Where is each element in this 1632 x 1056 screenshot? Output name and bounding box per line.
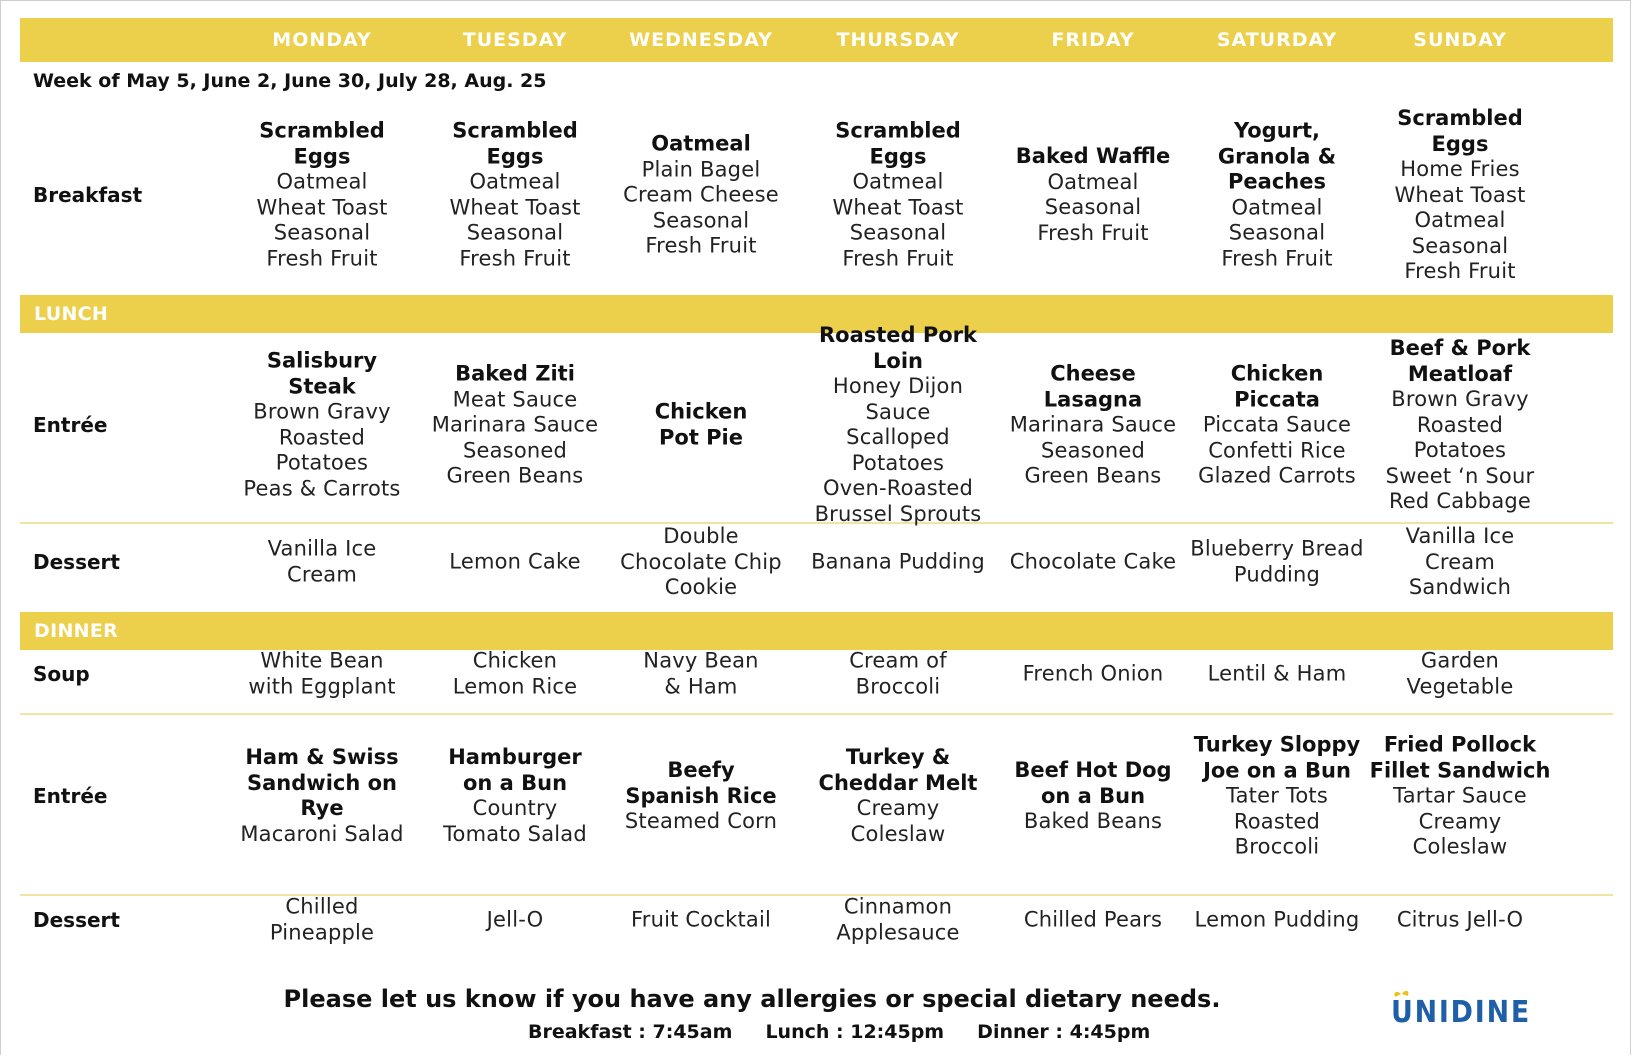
side-item: Cream Cheese	[623, 182, 779, 207]
side-item: Roasted Potatoes	[275, 425, 369, 475]
dish-name: on a Bun	[1040, 783, 1146, 808]
lunch-entree-sunday	[1369, 336, 1551, 515]
side-item: Seasonal	[273, 220, 371, 245]
dish-name: Joe on a Bun	[1203, 757, 1351, 782]
dish-name: Salisbury Steak	[266, 348, 378, 398]
side-item: Oatmeal	[469, 169, 561, 194]
dish-name: Beef Hot Dog	[1014, 757, 1172, 782]
dinner-section-band	[20, 612, 1613, 650]
side-item: Sweet ‘n Sour	[1385, 463, 1535, 488]
side-item: Lemon Pudding	[1194, 907, 1360, 932]
side-item: Wheat Toast	[256, 195, 388, 219]
side-item: with Eggplant	[248, 674, 396, 698]
dinner-dessert-tuesday	[424, 907, 606, 933]
side-item: Piccata Sauce	[1202, 412, 1352, 437]
side-item: Jell-O	[486, 907, 544, 932]
dish-name: Granola &	[1217, 144, 1337, 168]
dinner-dessert-label: Dessert	[33, 908, 120, 932]
side-item: Lentil & Ham	[1207, 661, 1347, 686]
side-item: Wheat Toast	[449, 195, 581, 219]
side-item: French Onion	[1022, 661, 1164, 686]
dinner-entree-saturday	[1186, 732, 1368, 860]
side-item: Meat Sauce	[452, 386, 578, 411]
dinner-entree-wednesday	[610, 758, 792, 835]
side-item: Seasonal	[1411, 233, 1509, 258]
side-item: Garden	[1420, 648, 1500, 673]
side-item: Seasonal	[1044, 195, 1142, 219]
dish-name: Beefy	[667, 757, 735, 782]
day-header-wednesday: WEDNESDAY	[629, 29, 773, 51]
row-divider	[20, 713, 1613, 715]
dinner-soup-sunday	[1369, 649, 1551, 700]
dish-name: Eggs	[486, 144, 544, 168]
side-item: Banana Pudding	[811, 549, 985, 574]
side-item: Steamed Corn	[624, 808, 778, 833]
lunch-dessert-wednesday	[610, 524, 792, 601]
meal-times: Breakfast : 7:45am Lunch : 12:45pm Dinner : 4:45pm	[528, 1021, 1151, 1043]
side-item: Green Beans	[446, 463, 584, 488]
dish-name: Fillet Sandwich	[1369, 757, 1551, 782]
side-item: Oatmeal	[1047, 169, 1139, 194]
dish-name: Hamburger	[448, 745, 582, 769]
side-item: Brussel Sprouts	[814, 501, 982, 526]
dish-name: Cheese Lasagna	[1043, 361, 1143, 411]
side-item: Chocolate Chip	[620, 549, 782, 574]
side-item: Fresh Fruit	[266, 246, 378, 270]
side-item: Fresh Fruit	[1221, 246, 1333, 270]
unidine-logo	[1389, 988, 1539, 1028]
breakfast-saturday	[1186, 119, 1368, 272]
side-item: Seasonal	[466, 220, 564, 245]
svg-text:UNIDINE: UNIDINE	[1391, 995, 1531, 1028]
dinner-entree-monday	[231, 745, 413, 847]
dish-name: Chicken	[654, 399, 748, 424]
lunch-entree-tuesday	[424, 361, 606, 489]
day-header-band	[20, 18, 1613, 62]
dish-name: Turkey &	[845, 745, 951, 769]
lunch-entree-friday	[1002, 361, 1184, 489]
dinner-soup-friday	[1002, 661, 1184, 687]
dinner-entree-label: Entrée	[33, 784, 108, 808]
side-item: White Bean	[260, 648, 384, 673]
breakfast-wednesday	[610, 131, 792, 259]
dish-name: Turkey Sloppy	[1193, 732, 1361, 757]
side-item: Chocolate Cake	[1009, 549, 1177, 574]
dish-name: on a Bun	[462, 770, 568, 795]
dinner-entree-tuesday	[424, 745, 606, 847]
dish-name: Meatloaf	[1407, 361, 1513, 386]
dinner-dessert-thursday	[807, 895, 989, 946]
side-item: Lemon Rice	[452, 674, 578, 698]
dish-name: Oatmeal	[651, 131, 751, 156]
dinner-entree-thursday	[807, 745, 989, 847]
side-item: Honey Dijon	[832, 374, 964, 398]
dinner-section-label: DINNER	[34, 620, 119, 642]
side-item: Plain Bagel	[641, 156, 761, 181]
side-item: Potatoes	[1413, 437, 1507, 462]
side-item: Citrus Jell-O	[1396, 907, 1524, 932]
side-item: Oatmeal	[852, 169, 944, 194]
side-item: Cream of Broccoli	[849, 648, 947, 698]
side-item: Confetti Rice	[1208, 437, 1346, 462]
breakfast-label: Breakfast	[33, 183, 143, 207]
day-header-friday: FRIDAY	[1051, 29, 1135, 51]
lunch-dessert-thursday	[807, 549, 989, 575]
dish-name: Pot Pie	[659, 425, 743, 449]
breakfast-thursday	[807, 119, 989, 272]
dinner-dessert-saturday	[1186, 907, 1368, 933]
side-item: Baked Beans	[1023, 808, 1163, 833]
side-item: Home Fries	[1400, 156, 1520, 181]
dinner-dessert-monday	[231, 895, 413, 946]
lunch-dessert-saturday	[1186, 537, 1368, 588]
dinner-dessert-wednesday	[610, 907, 792, 933]
side-item: Vegetable	[1406, 674, 1514, 698]
side-item: Roasted	[1416, 412, 1504, 437]
dinner-soup-thursday	[807, 649, 989, 700]
side-item: Seasoned	[1040, 437, 1146, 462]
side-item: Creamy Coleslaw	[850, 796, 946, 846]
side-item: Red Cabbage	[1388, 488, 1532, 513]
dish-name: Chicken	[1230, 361, 1324, 386]
dinner-entree-sunday	[1369, 732, 1551, 860]
side-item: Potatoes	[851, 450, 945, 475]
breakfast-tuesday	[424, 119, 606, 272]
side-item: Double	[663, 523, 739, 548]
side-item: Tomato Salad	[443, 821, 587, 846]
lunch-section-label: LUNCH	[34, 303, 109, 325]
lunch-entree-saturday	[1186, 361, 1368, 489]
allergy-notice: Please let us know if you have any allergies or special dietary needs.	[283, 985, 1221, 1013]
side-item: Fruit Cocktail	[630, 907, 772, 932]
side-item: Blueberry Bread	[1190, 536, 1364, 561]
side-item: Seasonal	[1228, 220, 1326, 245]
lunch-entree-wednesday	[610, 400, 792, 451]
side-item: Tartar Sauce	[1393, 783, 1527, 808]
side-item: Chilled Pears	[1023, 907, 1163, 932]
dish-name: Sandwich on Rye	[247, 770, 397, 820]
dish-name: Peaches	[1228, 169, 1326, 194]
side-item: Fresh Fruit	[645, 233, 757, 258]
side-item: Cream	[1424, 549, 1496, 574]
side-item: Fresh Fruit	[842, 246, 954, 270]
side-item: Brown Gravy	[1391, 386, 1529, 411]
side-item: Fresh Fruit	[1037, 220, 1149, 245]
side-item: Oatmeal	[276, 169, 368, 194]
dish-name: Scrambled Eggs	[835, 118, 961, 168]
dish-name: Yogurt,	[1233, 118, 1321, 143]
side-item: Creamy	[1418, 808, 1502, 833]
side-item: Fresh Fruit	[1404, 258, 1516, 283]
dinner-dessert-friday	[1002, 907, 1184, 933]
side-item: Oatmeal	[1231, 195, 1323, 219]
lunch-dessert-tuesday	[424, 549, 606, 575]
side-item: Cookie	[664, 574, 738, 599]
side-item: Country	[472, 796, 558, 820]
dish-name: Fried Pollock	[1383, 732, 1537, 757]
side-item: Lemon Cake	[449, 549, 581, 574]
dinner-dessert-sunday	[1369, 907, 1551, 933]
dish-name: Baked Waffle	[1015, 144, 1171, 168]
dish-name: Eggs	[1431, 131, 1489, 156]
side-item: Macaroni Salad	[240, 821, 404, 846]
side-item: Seasonal	[652, 207, 750, 232]
side-item: Marinara Sauce	[1009, 412, 1177, 437]
dish-name: Cheddar Melt	[818, 770, 978, 795]
side-item: Seasonal	[849, 220, 947, 245]
side-item: Roasted	[1233, 808, 1321, 833]
side-item: Tater Tots	[1226, 783, 1328, 808]
dinner-soup-wednesday	[610, 649, 792, 700]
day-header-saturday: SATURDAY	[1216, 29, 1338, 51]
side-item: Glazed Carrots	[1198, 463, 1356, 488]
dinner-soup-monday	[231, 649, 413, 700]
side-item: Scalloped	[846, 425, 950, 449]
side-item: Cinnamon	[843, 894, 953, 919]
side-item: Vanilla Ice	[1405, 523, 1515, 548]
dish-name: Piccata	[1234, 386, 1320, 411]
dish-name: Roasted Pork Loin	[818, 323, 978, 373]
side-item: Coleslaw	[1412, 834, 1508, 859]
dish-name: Scrambled Eggs	[259, 118, 385, 168]
dinner-soup-label: Soup	[33, 662, 90, 686]
side-item: Seasoned	[462, 437, 568, 462]
side-item: Navy Bean	[643, 648, 759, 673]
lunch-dessert-friday	[1002, 549, 1184, 575]
side-item: Oatmeal	[1414, 207, 1506, 232]
dish-name: Beef & Pork	[1389, 335, 1531, 360]
side-item: Vanilla Ice Cream	[267, 536, 377, 586]
side-item: Fresh Fruit	[459, 246, 571, 270]
dish-name: Scrambled	[452, 118, 578, 143]
side-item: Sauce	[865, 399, 931, 424]
side-item: Wheat Toast	[832, 195, 964, 219]
lunch-dessert-monday	[231, 537, 413, 588]
day-header-monday: MONDAY	[272, 29, 372, 51]
lunch-dessert-sunday	[1369, 524, 1551, 601]
dinner-entree-friday	[1002, 758, 1184, 835]
side-item: Chilled Pineapple	[269, 894, 375, 944]
side-item: Green Beans	[1024, 463, 1162, 488]
breakfast-sunday	[1369, 106, 1551, 285]
day-header-thursday: THURSDAY	[836, 29, 960, 51]
breakfast-monday	[231, 119, 413, 272]
side-item: & Ham	[664, 674, 738, 698]
dish-name: Ham & Swiss	[245, 745, 399, 769]
lunch-entree-label: Entrée	[33, 413, 108, 437]
lunch-dessert-label: Dessert	[33, 550, 120, 574]
dinner-soup-saturday	[1186, 661, 1368, 687]
dish-name: Spanish Rice	[625, 783, 777, 808]
side-item: Applesauce	[836, 920, 960, 944]
breakfast-friday	[1002, 144, 1184, 246]
side-item: Broccoli	[1234, 834, 1320, 859]
lunch-entree-thursday	[807, 323, 989, 527]
side-item: Chicken	[472, 648, 558, 673]
lunch-entree-monday	[231, 349, 413, 502]
dish-name: Baked Ziti	[455, 361, 575, 386]
side-item: Pudding	[1233, 562, 1321, 586]
dish-name: Scrambled	[1397, 105, 1523, 130]
week-of-label: Week of May 5, June 2, June 30, July 28, Aug. 25	[33, 70, 547, 92]
side-item: Peas & Carrots	[243, 476, 401, 500]
side-item: Sandwich	[1408, 574, 1512, 599]
side-item: Oven-Roasted	[823, 476, 973, 500]
side-item: Marinara Sauce	[431, 412, 599, 437]
dinner-soup-tuesday	[424, 649, 606, 700]
side-item: Brown Gravy	[253, 399, 391, 424]
day-header-tuesday: TUESDAY	[462, 29, 568, 51]
side-item: Wheat Toast	[1394, 182, 1526, 207]
day-header-sunday: SUNDAY	[1413, 29, 1507, 51]
